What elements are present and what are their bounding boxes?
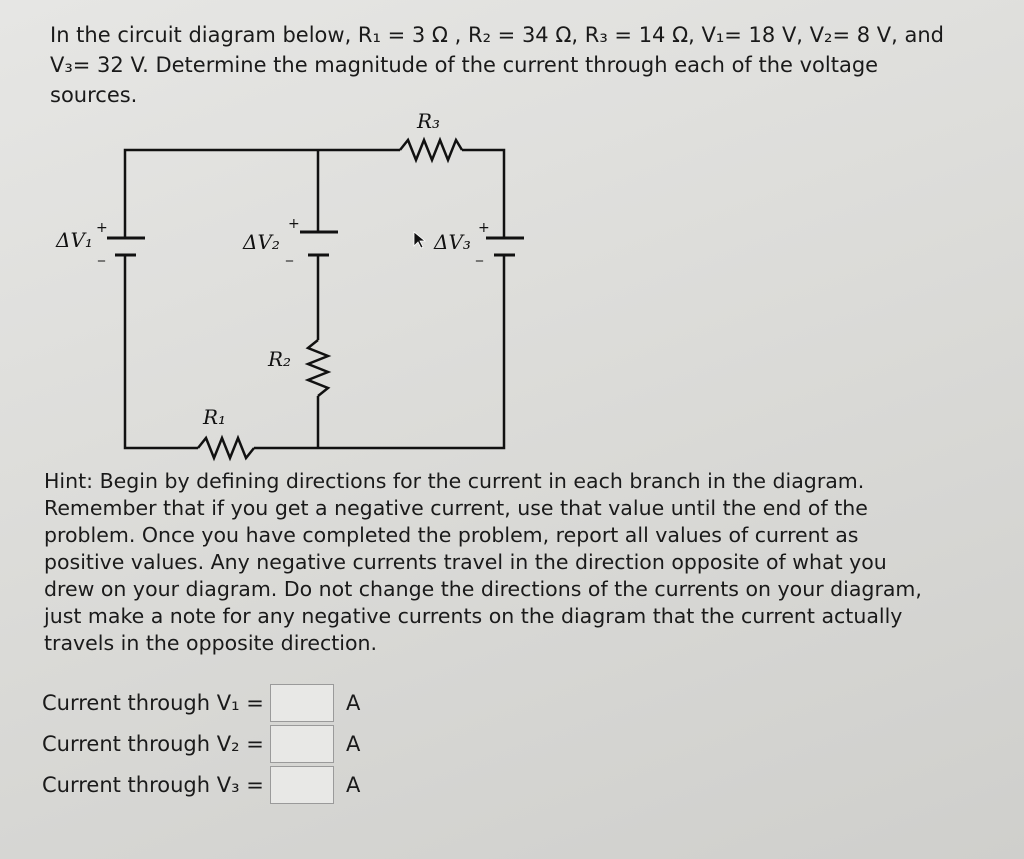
v1-plus: + [96,220,108,236]
v3-plus: + [478,220,490,236]
hint-text [44,468,922,657]
current-v2-input[interactable] [270,725,334,763]
v3-label: ΔV₃ [434,230,471,254]
hint-line: problem. Once you have completed the problem, report all values of current as [44,523,859,547]
v1-minus: _ [98,246,105,262]
problem-line-2: V₃= 32 V. Determine the magnitude of the current through each of the voltage [50,53,879,77]
current-v1-input[interactable] [270,684,334,722]
hint-line: positive values. Any negative currents travel in the direction opposite of what you [44,550,887,574]
answer-unit-v2: A [346,732,361,756]
hint-line: Hint: Begin by defining directions for the current in each branch in the diagram. [44,469,865,493]
answer-label-v3: Current through V₃ = [42,773,264,797]
hint-line: travels in the opposite direction. [44,631,378,655]
r3-resistor [400,140,462,160]
r1-label: R₁ [203,405,227,429]
answer-row-v2 [42,725,360,763]
answer-unit-v1: A [346,691,361,715]
r3-label: R₃ [417,109,441,133]
hint-line: drew on your diagram. Do not change the directions of the currents on your diagram, [44,577,922,601]
current-v3-input[interactable] [270,766,334,804]
circuit-wires [125,140,504,458]
v2-label: ΔV₂ [243,230,280,254]
v3-minus: _ [476,246,483,262]
r2-resistor [308,340,328,396]
answer-unit-v3: A [346,773,361,797]
answer-label-v2: Current through V₂ = [42,732,264,756]
hint-line: just make a note for any negative currents on the diagram that the current actually [44,604,903,628]
r1-resistor [198,438,254,458]
answer-row-v1 [42,684,360,722]
v2-minus: _ [286,246,293,262]
hint-line: Remember that if you get a negative current, use that value until the end of the [44,496,868,520]
problem-line-1: In the circuit diagram below, R₁ = 3 Ω , R₂ = 34 Ω, R₃ = 14 Ω, V₁= 18 V, V₂= 8 V, and [50,23,944,47]
v1-label: ΔV₁ [56,228,93,252]
answer-label-v1: Current through V₁ = [42,691,264,715]
v2-plus: + [288,216,300,232]
r2-label: R₂ [268,347,292,371]
cursor-icon [414,232,425,248]
answer-row-v3 [42,766,360,804]
problem-line-3: sources. [50,83,138,107]
